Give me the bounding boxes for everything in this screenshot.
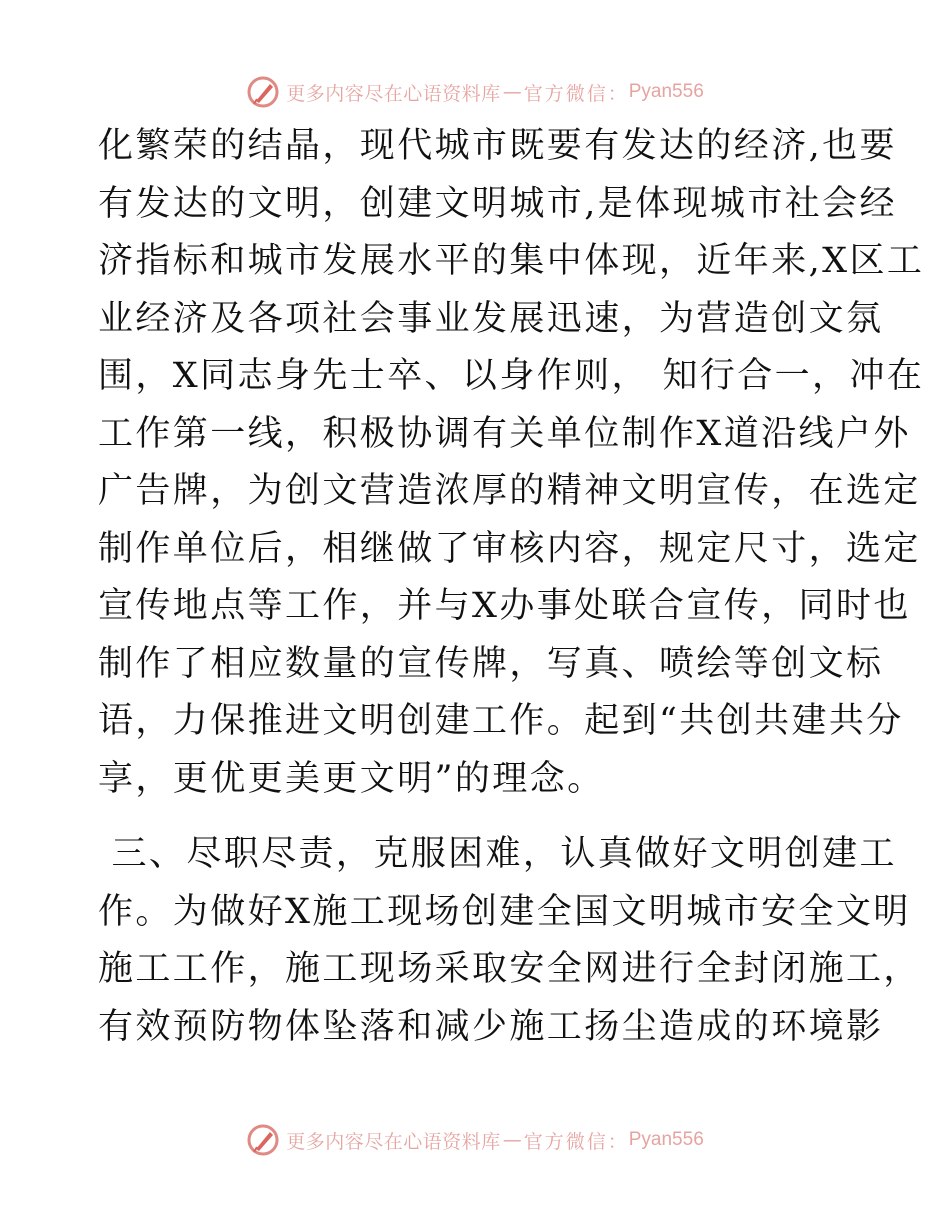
text-line: 施工工作，施工现场采取安全网进行全封闭施工， — [98, 949, 921, 989]
watermark-separator: — — [502, 81, 522, 103]
text-line: 化繁荣的结晶，现代城市既要有发达的经济,也要 — [98, 126, 897, 166]
text-line: 语，力保推进文明创建工作。起到“共创共建共分 — [98, 701, 904, 741]
watermark-site-text: 更多内容尽在心语资料库 — [286, 82, 501, 105]
paragraph-1 — [98, 118, 925, 808]
text-line: 围，X同志身先士卒、以身作则， 知行合一，冲在 — [98, 356, 925, 396]
watermark-wechat-id: Pyan556 — [628, 1129, 704, 1150]
paragraph-2 — [98, 826, 921, 1056]
text-line: 制作了相应数量的宣传牌，写真、喷绘等创文标 — [98, 643, 884, 684]
text-line: 宣传地点等工作，并与X办事处联合宣传，同时也 — [98, 586, 911, 626]
text-line: 广告牌，为创文营造浓厚的精神文明宣传，在选定 — [98, 471, 921, 511]
text-line: 业经济及各项社会事业发展迅速，为营造创文氛 — [98, 298, 884, 339]
watermark-wechat-label: 官方微信： — [523, 82, 629, 105]
text-line: 有发达的文明，创建文明城市,是体现城市社会经 — [98, 183, 897, 224]
text-line: 济指标和城市发展水平的集中体现，近年来,X区工 — [98, 241, 925, 281]
text-line: 有效预防物体坠落和减少施工扬尘造成的环境影 — [98, 1006, 884, 1047]
text-line: 享，更优更美更文明”的理念。 — [98, 758, 605, 799]
paragraph-spacer — [98, 808, 868, 826]
header-watermark — [0, 72, 950, 112]
text-line: 工作第一线，积极协调有关单位制作X道沿线户外 — [98, 413, 911, 454]
text-line: 作。为做好X施工现场创建全国文明城市安全文明 — [98, 891, 911, 932]
quill-logo-icon — [246, 75, 280, 109]
quill-logo-icon — [246, 1123, 280, 1157]
text-line: 三、尽职尽责，克服困难，认真做好文明创建工 — [98, 834, 897, 874]
document-body — [98, 118, 925, 1056]
watermark-separator: — — [502, 1129, 522, 1151]
text-line: 制作单位后，相继做了审核内容，规定尺寸，选定 — [98, 528, 921, 569]
watermark-wechat-id: Pyan556 — [628, 81, 704, 102]
watermark-site-text: 更多内容尽在心语资料库 — [286, 1130, 501, 1153]
watermark-wechat-label: 官方微信： — [523, 1130, 629, 1153]
footer-watermark — [0, 1120, 950, 1160]
